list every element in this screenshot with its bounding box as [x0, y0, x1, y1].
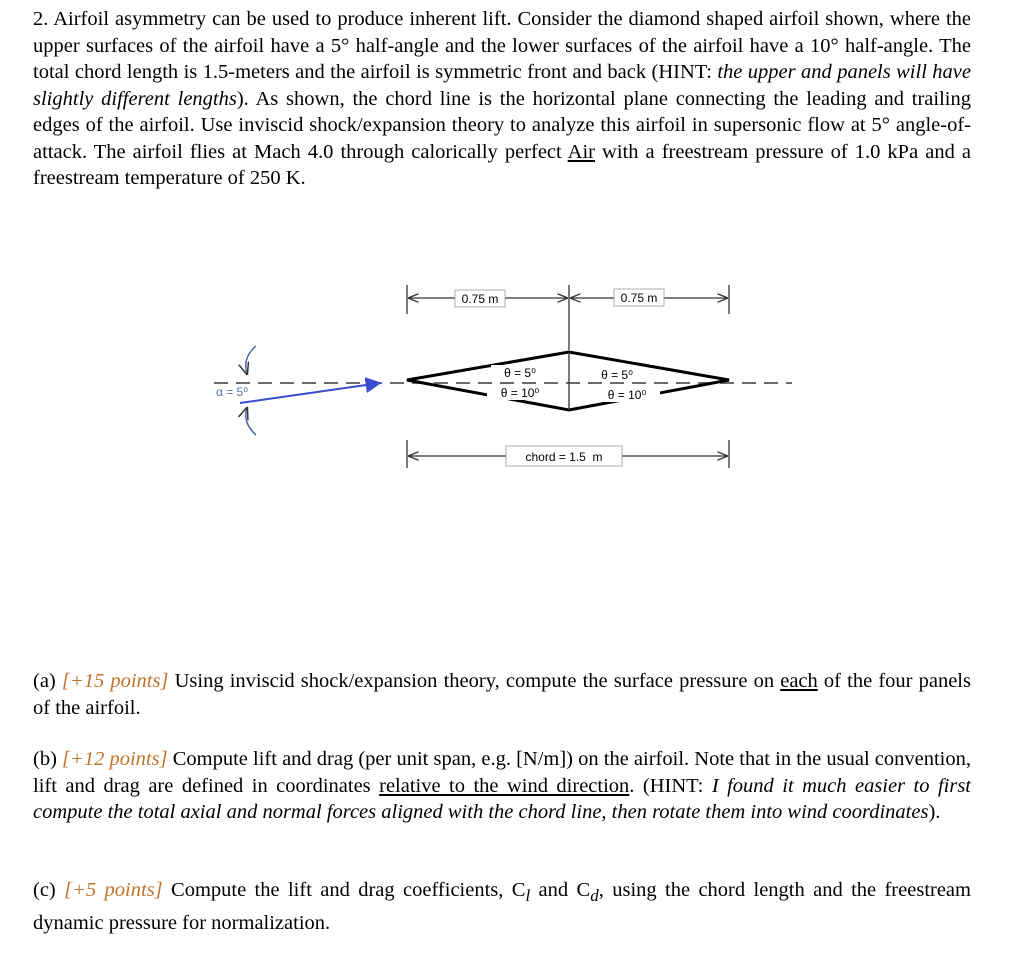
- lower-right-theta: θ = 10⁰: [607, 388, 647, 402]
- part-c-sub-l: l: [525, 886, 531, 906]
- chord-label: chord = 1.5 m: [525, 450, 603, 464]
- left-span-label: 0.75 m: [461, 292, 499, 306]
- problem-intro: 2. Airfoil asymmetry can be used to produce inherent lift. Consider the diamond shaped airfoil shown, where the upper surfaces of the airfoil have a 5° half-angle and the lower surfaces of the airfoil have a 10° half-angle. The total chord length is 1.5-meters and the airfoil is symmetric front and back (HINT:: [33, 8, 971, 83]
- part-a: [33, 668, 971, 721]
- part-b-text3: ).: [928, 801, 941, 823]
- part-a-each: each: [780, 670, 818, 692]
- part-c-text2: and C: [530, 879, 591, 901]
- freestream-arrow: [240, 383, 380, 403]
- part-c-text1: Compute the lift and drag coefficients, C: [162, 879, 526, 901]
- problem-ending: with a freestream pressure of 1.0 kPa and a freestream temperature of 250 K.: [33, 140, 971, 189]
- upper-left-theta: θ = 5⁰: [504, 366, 536, 380]
- part-c-sub-d: d: [590, 886, 599, 906]
- part-b-text1: Compute lift and drag (per unit span, e.g. [N/m]) on the airfoil. Note that in the usual convention, lift and drag are defined in coordinates: [33, 748, 971, 797]
- part-a-label: (a): [33, 670, 62, 692]
- upper-right-theta: θ = 5⁰: [601, 368, 633, 382]
- alpha-arc-top: [246, 346, 256, 374]
- top-dimension: [407, 285, 729, 350]
- right-span-label: 0.75 m: [620, 291, 658, 305]
- part-a-text1: Using inviscid shock/expansion theory, compute the surface pressure on: [168, 670, 781, 692]
- alpha-arc-bottom: [246, 408, 256, 435]
- angle-of-attack-indicator: [205, 346, 380, 435]
- part-b-hint: I found it much easier to first compute the total axial and normal forces aligned with the chord line, then rotate them into wind coordinates: [33, 774, 971, 823]
- lower-left-theta: θ = 10⁰: [500, 386, 540, 400]
- chord-dimension: [407, 440, 729, 468]
- alpha-label: α = 5⁰: [215, 385, 249, 399]
- part-c: [33, 877, 971, 936]
- part-b-label: (b): [33, 748, 63, 770]
- part-a-points: [+15 points]: [61, 670, 169, 692]
- part-c-text3: , using the chord length and the freestream dynamic pressure for normalization.: [33, 879, 971, 934]
- part-b-points: [+12 points]: [62, 748, 168, 770]
- problem-hint: the upper and panels will have slightly different lengths: [33, 61, 971, 110]
- part-c-points: [+5 points]: [64, 879, 163, 901]
- part-c-label: (c): [33, 879, 65, 901]
- problem-statement: [33, 6, 971, 192]
- problem-after-hint: ). As shown, the chord line is the horizontal plane connecting the leading and trailing edges of the airfoil. Use inviscid shock/expansion theory to analyze this airfoil in supersonic flow at 5° angle-of-attack. The airfoil flies at Mach 4.0 through calorically perfect: [33, 87, 971, 163]
- air-link-text: Air: [567, 140, 595, 163]
- part-b-wind-direction: relative to the wind direction: [379, 774, 630, 797]
- part-a-text2: of the four panels of the airfoil.: [33, 670, 971, 719]
- part-b-text2: . (HINT:: [629, 774, 712, 797]
- diamond-airfoil: [407, 352, 729, 410]
- part-b: [33, 746, 971, 826]
- airfoil-diagram: [0, 270, 1024, 480]
